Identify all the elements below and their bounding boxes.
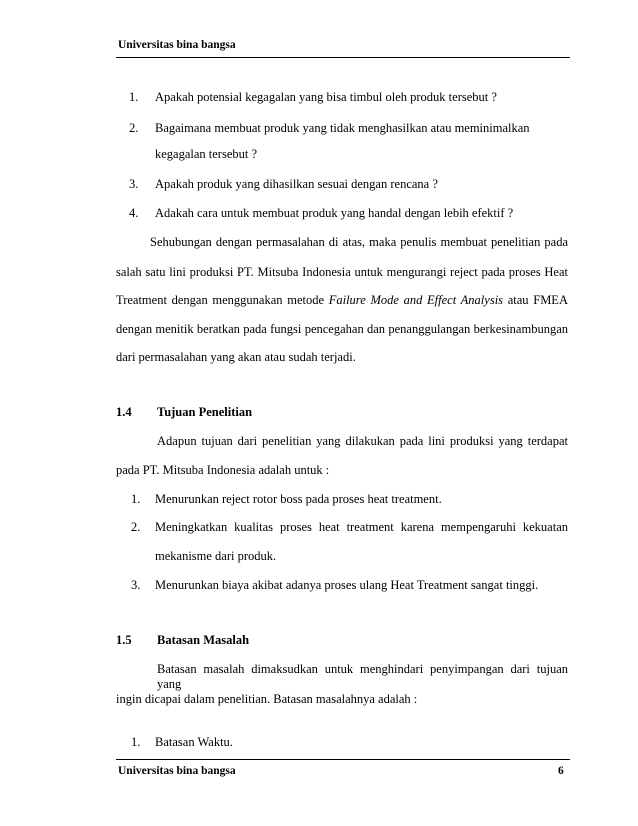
objective-2-text-cont: mekanisme dari produk. <box>155 549 277 563</box>
objective-1-text: Menurunkan reject rotor boss pada proses heat treatment. <box>155 492 442 506</box>
section-number: 1.5 <box>116 633 132 647</box>
paragraph-line: Sehubungan dengan permasalahan di atas, maka penulis membuat penelitian pada <box>150 235 568 249</box>
section-title: Batasan Masalah <box>157 633 250 647</box>
objective-3-number: 3. <box>131 578 141 592</box>
section-title: Tujuan Penelitian <box>157 405 253 419</box>
paragraph-line: dari permasalahan yang akan atau sudah terjadi. <box>116 350 356 364</box>
question-2-text: Bagaimana membuat produk yang tidak menghasilkan atau meminimalkan <box>155 121 530 135</box>
question-4-text: Adakah cara untuk membuat produk yang handal dengan lebih efektif ? <box>155 206 514 220</box>
limit-1-text: Batasan Waktu. <box>155 735 233 749</box>
question-4-number: 4. <box>129 206 139 220</box>
question-1-text: Apakah potensial kegagalan yang bisa timbul oleh produk tersebut ? <box>155 90 497 104</box>
objective-2-text: Meningkatkan kualitas proses heat treatment karena mempengaruhi kekuatan <box>155 520 568 534</box>
limit-1-number: 1. <box>131 735 141 749</box>
paragraph-text: Treatment dengan menggunakan metode <box>116 293 329 307</box>
running-header: Universitas bina bangsa <box>118 39 236 51</box>
objective-1-number: 1. <box>131 492 141 506</box>
question-3-text: Apakah produk yang dihasilkan sesuai dengan rencana ? <box>155 177 438 191</box>
paragraph-text: atau FMEA <box>503 293 568 307</box>
footer-rule <box>116 759 570 760</box>
objective-3-text: Menurunkan biaya akibat adanya proses ulang Heat Treatment sangat tinggi. <box>155 578 539 592</box>
paragraph-line: dengan menitik beratkan pada fungsi pencegahan dan penanggulangan berkesinambungan <box>116 322 568 336</box>
paragraph-line: ingin dicapai dalam penelitian. Batasan masalahnya adalah : <box>116 692 418 706</box>
header-rule <box>116 57 570 58</box>
question-2-number: 2. <box>129 121 139 135</box>
paragraph-line: salah satu lini produksi PT. Mitsuba Indonesia untuk mengurangi reject pada proses Heat <box>116 265 568 279</box>
paragraph-line: Batasan masalah dimaksudkan untuk menghindari penyimpangan dari tujuan yang <box>157 662 568 691</box>
page-number: 6 <box>558 765 564 777</box>
objective-2-number: 2. <box>131 520 141 534</box>
paragraph-line: pada PT. Mitsuba Indonesia adalah untuk : <box>116 463 330 477</box>
question-3-number: 3. <box>129 177 139 191</box>
fmea-term: Failure Mode and Effect Analysis <box>328 293 504 307</box>
running-footer: Universitas bina bangsa <box>118 765 236 777</box>
question-2-text-cont: kegagalan tersebut ? <box>155 147 258 161</box>
section-number: 1.4 <box>116 405 132 419</box>
question-1-number: 1. <box>129 90 139 104</box>
paragraph-line-fmea <box>116 293 568 308</box>
paragraph-line: Adapun tujuan dari penelitian yang dilakukan pada lini produksi yang terdapat <box>157 434 568 448</box>
